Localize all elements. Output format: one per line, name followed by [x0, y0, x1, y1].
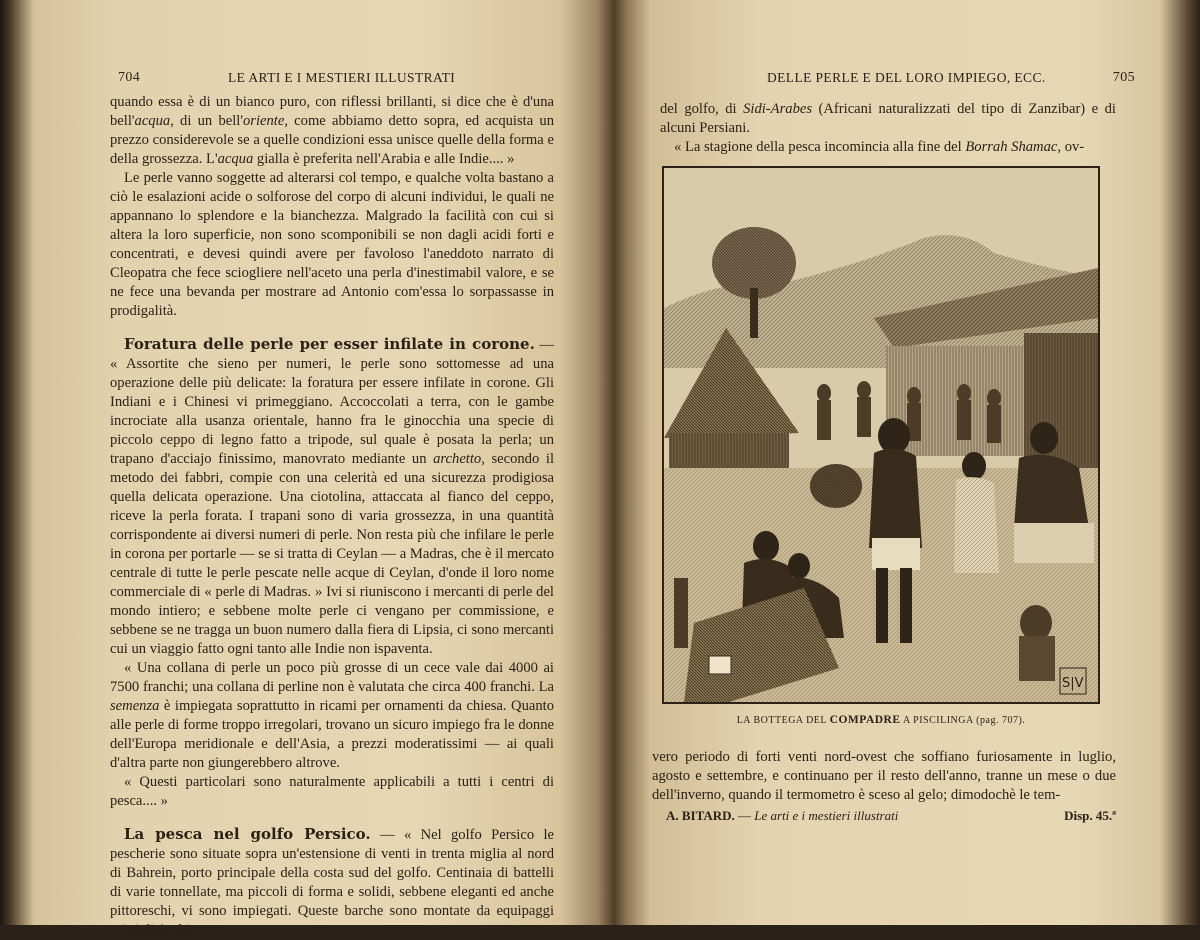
paragraph: [660, 100, 1116, 138]
text-run: gialla è preferita nell'Arabia e alle Indie.... »: [253, 151, 515, 167]
caption-prefix: LA BOTTEGA DEL: [736, 715, 830, 726]
paragraph: [110, 93, 554, 169]
page-footer: A. BITARD. — Le arti e i mestieri illustrati Disp. 45.ª: [666, 808, 1116, 823]
paragraph: [652, 748, 1116, 805]
running-title-left: LE ARTI E I MESTIERI ILLUSTRATI: [228, 70, 456, 85]
text-run: Le perle vanno soggette ad alterarsi col tempo, e qualche volta bastano a ciò le esalazioni acide o solforose del corpo di alcuni individui, le quali ne appannano lo splendore e la bianchezza. Malgrado la facilità con cui si altera la loro superficie, non sono scomponibili se non dagli acidi forti e concentrati, e devesi quindi avere per favoloso l'aneddoto narrato di Cleopatra che fece sciogliere nell'aceto una perla d'inestimabil valore, e se ne fece una bevanda per mostrare ad Antonio com'essa lo sorpassasse in prodigalità.: [110, 170, 554, 319]
text-run: — « Nel golfo Persico le pescherie sono situate sopra un'estensione di venti in trenta miglia al nord di Bahrein, porto principale della costa sud del golfo. Centinaia di battelli di varie tonnellate, ma piccoli di forma e solidi, sebbene eleganti ed anche pittoreschi, vi sono impiegati. Queste barche sono montate da equipaggi misti di Arabi: [110, 827, 555, 938]
page-number-left: 704: [118, 70, 141, 85]
paragraph: [660, 138, 1116, 157]
left-page-text: [110, 93, 554, 940]
paragraph: [110, 659, 554, 773]
footer-author: A. BITARD.: [666, 808, 735, 823]
text-run: , secondo il metodo dei fabbri, compie con una celerità ed una sicurezza prodigiosa quella delicata operazione. Una ciotolina, attaccata al fianco del ceppo, riceve la perla forata. I trapani sono di varia grossezza, in una quantità corrispondente ai diversi numeri di perle. Non resta più che infilare le perle in corona per portarle — se si tratta di Ceylan — a Madras, che è il mercato centrale di tutte le perle pescate nelle acque di Ceylan, d'onde il loro nome commerciale di « perle di Madras. » Ivi si riuniscono i mercanti di perle del mondo intiero; e sebbene molte perle ci vengano per commissione, e sebbene se ne tragga un buon numero dalla fiera di Lipsia, ci sono mercanti cui un viaggio fatto ogni tanto alle Indie non ispaventa.: [110, 451, 554, 657]
paragraph: [110, 825, 554, 940]
text-run: — « Assortite che sieno per numeri, le perle sono sottomesse ad una operazione delle più delicate: la foratura per essere infilate in corone. Gli Indiani e i Chinesi vi primeggiano. Accoccolati a terra, con le gambe incrociate alla usanza orientale, hanno fra le ginocchia una specie di piccolo ceppo di legno fatto a tripode, sul quale è posata la perla; un trapano d'acciajo finissimo, manovrato mediante un: [110, 337, 554, 467]
italic-text: Borrah Shamac: [965, 139, 1058, 155]
illustration-signature: S|V: [1062, 676, 1084, 691]
caption-bold-word: COMPADRE: [829, 714, 901, 726]
italic-text: acqua: [217, 151, 254, 167]
market-scene-engraving: [664, 168, 1098, 702]
text-run: , come abbiamo detto sopra, ed acquista un prezzo considerevole se a quelle condizioni essa unisce quelle della forma e della grossezza. L': [110, 113, 554, 167]
italic-text: semenza: [110, 698, 160, 714]
illustration-caption: [662, 714, 1100, 726]
section-heading: La pesca nel golfo Persico.: [124, 825, 371, 843]
running-title-right: DELLE PERLE E DEL LORO IMPIEGO, ECC.: [767, 70, 1046, 85]
footer-book-title: Le arti e i mestieri illustrati: [754, 808, 899, 823]
right-page: [612, 0, 1200, 925]
footer-dispensa: Disp. 45.ª: [1064, 808, 1116, 823]
text-run: , ov-: [1057, 139, 1085, 155]
text-run: « Questi particolari sono naturalmente applicabili a tutti i centri di pesca.... »: [110, 774, 554, 809]
italic-text: Sidi-Arabes: [743, 101, 813, 117]
right-page-bottom-text: [652, 748, 1116, 805]
text-run: , di un bell': [170, 113, 243, 129]
paragraph: [110, 335, 554, 659]
paragraph: [110, 773, 554, 811]
paragraph: [110, 169, 554, 321]
section-heading: Foratura delle perle per esser infilate in corone.: [124, 335, 535, 353]
italic-text: archetto: [433, 451, 482, 467]
text-run: vero periodo di forti venti nord-ovest che soffiano furiosamente in luglio, agosto e settembre, e continuano per il resto dell'anno, tranne un mese o due dell'inverno, quando il termometro è sceso al gelo; dimodochè le tem-: [652, 749, 1116, 803]
italic-text: acqua: [134, 113, 171, 129]
text-run: quando essa è di un bianco puro, con riflessi brillanti, si dice che è d'una bell': [110, 94, 554, 129]
text-run: è impiegata soprattutto in ricami per ornamenti da chiesa. Quanto alle perle di forme troppo irregolari, trovano un sicuro impiego fra le donne dell'Europa meridionale e dell'Asia, a prezzi moderatissimi — ai quali d'altra parte non giungerebbero altrove.: [110, 698, 554, 771]
engraving-illustration: [662, 166, 1100, 704]
text-run: « Una collana di perle un poco più grosse di un cece vale dai 4000 ai 7500 franchi; una collana di perline non è valutata che circa 400 franchi. La: [110, 660, 554, 695]
text-run: del golfo, di: [660, 101, 744, 117]
right-page-top-text: [660, 100, 1116, 157]
page-number-right: 705: [1112, 70, 1135, 85]
italic-text: oriente: [242, 113, 285, 129]
text-run: (Africani naturalizzati del tipo di Zanzibar) e di alcuni Persiani.: [660, 101, 1116, 136]
text-run: « La stagione della pesca incomincia alla fine del: [674, 139, 966, 155]
caption-suffix: A PISCILINGA (pag. 707).: [900, 715, 1026, 726]
